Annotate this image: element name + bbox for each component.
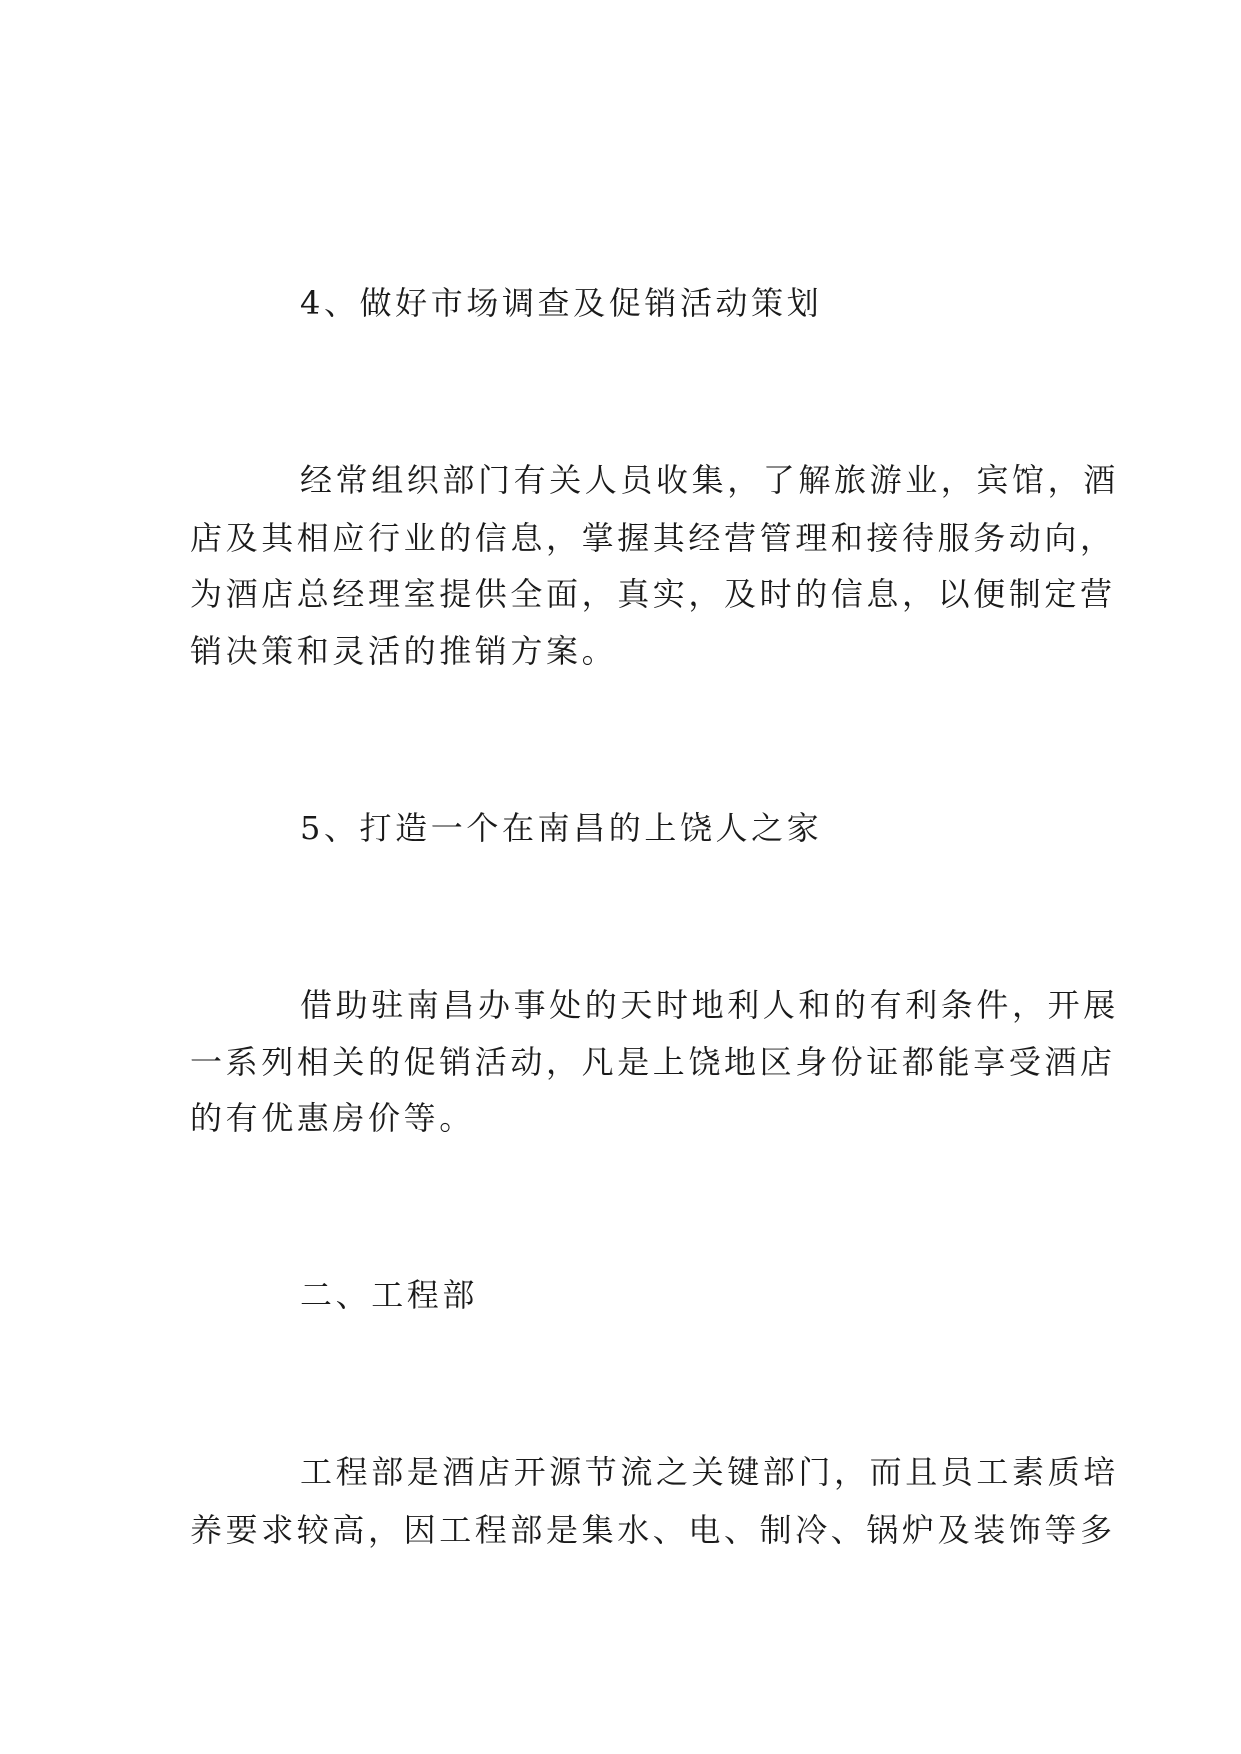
section-4-paragraph-line-3: 为酒店总经理室提供全面，真实，及时的信息，以便制定营 (190, 575, 1116, 613)
engineering-paragraph-line-2: 养要求较高，因工程部是集水、电、制冷、锅炉及装饰等多 (190, 1511, 1116, 1549)
engineering-paragraph-line-1: 工程部是酒店开源节流之关键部门，而且员工素质培 (300, 1453, 1119, 1491)
section-4-paragraph-line-1: 经常组织部门有关人员收集，了解旅游业，宾馆，酒 (300, 461, 1119, 499)
section-4-paragraph-line-2: 店及其相应行业的信息，掌握其经营管理和接待服务动向， (190, 519, 1116, 557)
section-5-paragraph-line-1: 借助驻南昌办事处的天时地利人和的有利条件，开展 (300, 986, 1119, 1024)
section-5-heading: 5、打造一个在南昌的上饶人之家 (300, 809, 823, 847)
section-5-paragraph-line-3: 的有优惠房价等。 (190, 1099, 475, 1137)
engineering-heading: 二、工程部 (300, 1276, 479, 1314)
section-5-paragraph-line-2: 一系列相关的促销活动，凡是上饶地区身份证都能享受酒店 (190, 1043, 1116, 1081)
section-4-heading: 4、做好市场调查及促销活动策划 (300, 284, 823, 322)
section-4-paragraph-line-4: 销决策和灵活的推销方案。 (190, 632, 618, 670)
